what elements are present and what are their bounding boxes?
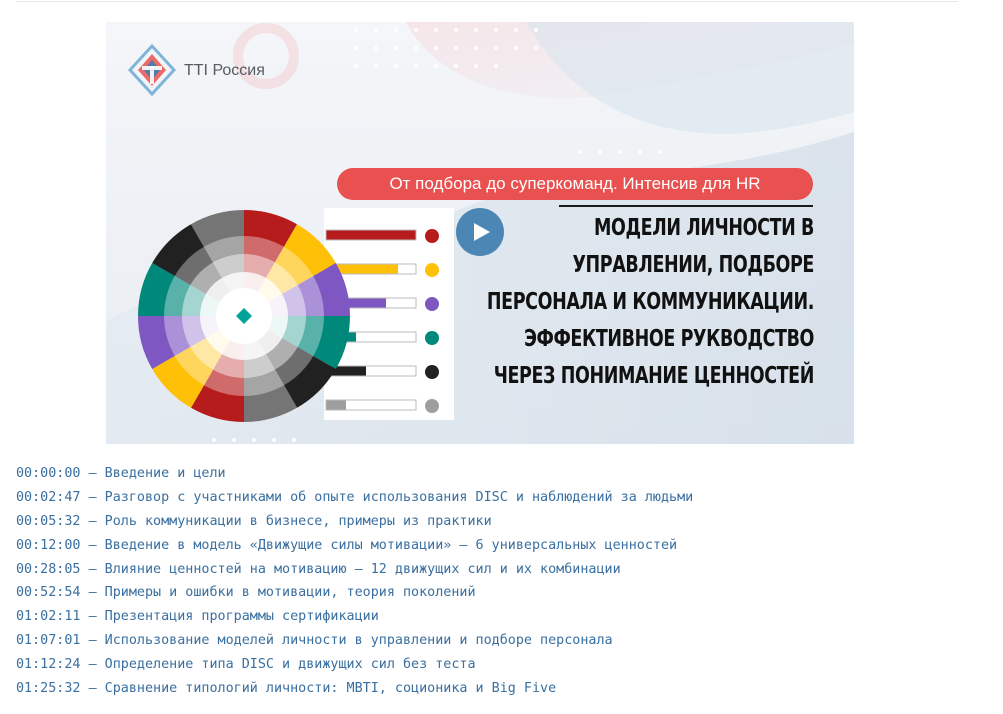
chapter-item	[16, 653, 976, 677]
chapter-title: — Введение в модель «Движущие силы мотивации» — 6 универсальных ценностей	[88, 537, 678, 553]
chapter-item	[16, 605, 976, 629]
chapter-timestamp-link[interactable]: 00:12:00	[16, 537, 81, 553]
chapter-timestamp-link[interactable]: 01:07:01	[16, 633, 81, 649]
headline-line: МОДЕЛИ ЛИЧНОСТИ В	[593, 215, 814, 242]
chapter-timestamp-link[interactable]: 00:00:00	[16, 466, 81, 481]
play-button[interactable]	[456, 208, 504, 256]
headline-rule	[559, 205, 813, 207]
chapter-title: — Влияние ценностей на мотивацию — 12 движущих сил и их комбинации	[88, 561, 621, 577]
video-headline	[458, 210, 814, 395]
chapter-item	[16, 558, 976, 582]
headline-line: ЭФФЕКТИВНОЕ РУКВОДСТВО	[524, 326, 814, 353]
chapter-list	[16, 462, 976, 701]
chapter-title: — Презентация программы сертификации	[88, 609, 379, 625]
chapter-item	[16, 581, 976, 605]
chapter-timestamp-link[interactable]: 01:25:32	[16, 681, 81, 697]
chapter-item	[16, 510, 976, 534]
chapter-item	[16, 486, 976, 510]
video-player[interactable]	[106, 22, 854, 444]
top-divider	[16, 1, 958, 2]
headline-line: ПЕРСОНАЛА И КОММУНИКАЦИИ.	[486, 289, 814, 316]
play-icon	[474, 223, 490, 241]
headline-line: ЧЕРЕЗ ПОНИМАНИЕ ЦЕННОСТЕЙ	[493, 363, 814, 390]
chapter-item	[16, 534, 976, 558]
chapter-timestamp-link[interactable]: 00:05:32	[16, 513, 81, 529]
chapter-title: — Примеры и ошибки в мотивации, теория поколений	[88, 585, 476, 601]
chapter-timestamp-link[interactable]: 00:28:05	[16, 561, 81, 577]
chapter-timestamp-link[interactable]: 01:02:11	[16, 609, 81, 625]
chapter-title: — Использование моделей личности в управлении и подборе персонала	[88, 633, 613, 649]
chapter-title: — Сравнение типологий личности: MBTI, соционика и Big Five	[88, 681, 557, 697]
chapter-title: — Определение типа DISC и движущих сил без теста	[88, 657, 476, 673]
chapter-timestamp-link[interactable]: 00:02:47	[16, 489, 81, 505]
chapter-timestamp-link[interactable]: 00:52:54	[16, 585, 81, 601]
chapter-title: — Роль коммуникации в бизнесе, примеры из практики	[88, 513, 492, 529]
chapter-timestamp-link[interactable]: 01:12:24	[16, 657, 81, 673]
headline-line: УПРАВЛЕНИИ, ПОДБОРЕ	[572, 252, 814, 279]
chapter-item	[16, 462, 976, 486]
chapter-item	[16, 677, 976, 701]
values-wheel-graphic	[134, 206, 354, 426]
chapter-item	[16, 629, 976, 653]
chapter-title: — Разговор с участниками об опыте использования DISC и наблюдений за людьми	[88, 489, 694, 505]
series-banner: От подбора до суперкоманд. Интенсив для HR	[337, 168, 813, 200]
brand-name: TTI Россия	[184, 62, 265, 79]
chapter-title: — Введение и цели	[88, 466, 226, 481]
